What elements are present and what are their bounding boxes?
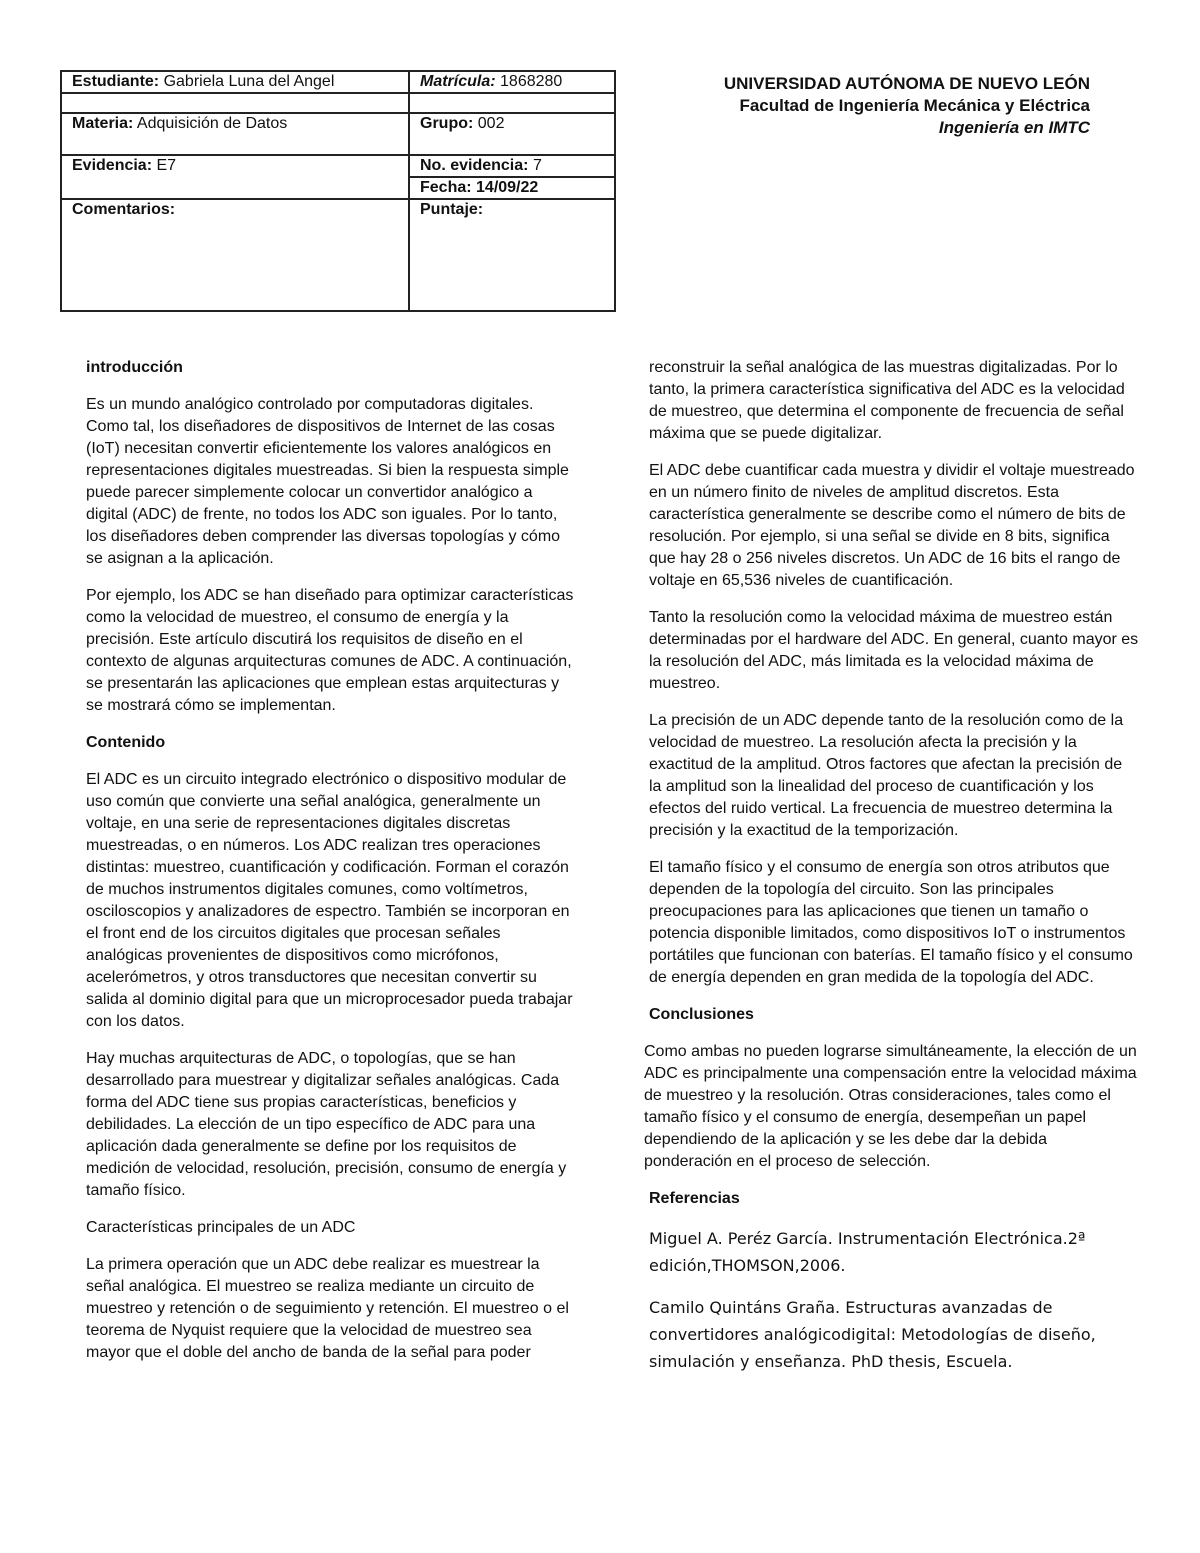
matricula-cell [409,71,615,93]
empty-cell [61,93,409,113]
reference-item: Camilo Quintáns Graña. Estructuras avanzadas de convertidores analógicodigital: Metodologías de diseño, simulación y enseñanza. PhD thesis, Escuela. [649,1298,1096,1371]
left-column [86,357,576,1379]
matricula-label: Matrícula: [420,73,496,90]
empty-cell [409,93,615,113]
faculty-name: Facultad de Ingeniería Mecánica y Eléctrica [739,96,1090,115]
evidencia-value: E7 [156,157,177,174]
career-name: Ingeniería en IMTC [938,118,1090,137]
university-heading [724,73,1090,139]
paragraph: La precisión de un ADC depende tanto de la resolución como de la velocidad de muestreo. La resolución afecta la precisión y la exactitud de la amplitud. Otros factores que afectan la precisión de la amplitud son la linealidad del proceso de cuantificación y los efectos del ruido vertical. La frecuencia de muestreo determina la precisión y la exactitud de la temporización. [649,712,1124,839]
estudiante-value: Gabriela Luna del Angel [163,73,335,90]
materia-label: Materia: [72,115,134,132]
estudiante-cell [61,71,409,93]
contenido-heading: Contenido [86,734,166,751]
fecha-cell: Fecha: 14/09/22 [409,177,615,199]
paragraph: El ADC debe cuantificar cada muestra y dividir el voltaje muestreado en un número finito de niveles de amplitud discretos. Esta característica generalmente se describe como el número de bits de resolución. Por ejemplo, si una señal se divide en 8 bits, significa que hay 28 o 256 niveles discretos. Un ADC de 16 bits el rango de voltaje en 65,536 niveles de cuantificación. [649,462,1135,589]
paragraph: Tanto la resolución como la velocidad máxima de muestreo están determinadas por el hardware del ADC. En general, cuanto mayor es la resolución del ADC, más limitada es la velocidad máxima de muestreo. [649,609,1139,692]
conclusiones-heading: Conclusiones [649,1006,754,1023]
reference-item: Miguel A. Peréz García. Instrumentación Electrónica.2ª edición,THOMSON,2006. [649,1229,1086,1275]
university-name: UNIVERSIDAD AUTÓNOMA DE NUEVO LEÓN [723,74,1090,93]
no-evidencia-value: 7 [532,157,542,174]
grupo-cell [409,113,615,155]
comentarios-cell: Comentarios: [61,199,409,311]
referencias-heading: Referencias [649,1190,740,1207]
paragraph: Como ambas no pueden lograrse simultáneamente, la elección de un ADC es principalmente una compensación entre la velocidad máxima de muestreo y la resolución. Otras consideraciones, tales como el tamaño físico y el consumo de energía, desempeñan un papel dependiendo de la aplicación y se les debe dar la debida ponderación en el proceso de selección. [644,1043,1137,1170]
estudiante-label: Estudiante: [72,73,160,90]
grupo-label: Grupo: [420,115,474,132]
puntaje-cell: Puntaje: [409,199,615,311]
materia-value: Adquisición de Datos [136,115,288,132]
no-evidencia-label: No. evidencia: [420,157,529,174]
paragraph: Hay muchas arquitecturas de ADC, o topologías, que se han desarrollado para muestrear y digitalizar señales analógicas. Cada forma del ADC tiene sus propias características, beneficios y debilidades. La elección de un tipo específico de ADC para una aplicación dada generalmente se define por los requisitos de medición de velocidad, resolución, precisión, consumo de energía y tamaño físico. [86,1050,567,1199]
paragraph: El tamaño físico y el consumo de energía son otros atributos que dependen de la topología del circuito. Son las principales preocupaciones para las aplicaciones que tienen un tamaño o potencia disponible limitados, como dispositivos IoT o instrumentos portátiles que funcionan con baterías. El tamaño físico y el consumo de energía dependen en gran medida de la topología del ADC. [649,859,1133,986]
paragraph: Es un mundo analógico controlado por computadoras digitales. Como tal, los diseñadores de dispositivos de Internet de las cosas (IoT) necesitan convertir eficientemente los valores analógicos en representaciones digitales muestreadas. Si bien la respuesta simple puede parecer simplemente colocar un convertidor analógico a digital (ADC) de frente, no todos los ADC son iguales. Por lo tanto, los diseñadores deben comprender las diversas topologías y cómo se asignan a la aplicación. [86,396,569,567]
evidencia-cell [61,155,409,199]
evaluation-header-table [60,70,616,312]
grupo-value: 002 [477,115,505,132]
matricula-value: 1868280 [500,73,563,90]
materia-cell [61,113,409,155]
paragraph: reconstruir la señal analógica de las muestras digitalizadas. Por lo tanto, la primera característica significativa del ADC es la velocidad de muestreo, que determina el componente de frecuencia de señal máxima que se puede digitalizar. [649,359,1125,442]
paragraph: Características principales de un ADC [86,1219,356,1236]
no-evidencia-cell [409,155,615,177]
evidencia-label: Evidencia: [72,157,153,174]
paragraph: La primera operación que un ADC debe realizar es muestrear la señal analógica. El muestreo se realiza mediante un circuito de muestreo y retención o de seguimiento y retención. El muestreo o el teorema de Nyquist requiere que la velocidad de muestreo sea mayor que el doble del ancho de banda de la señal para poder [86,1256,569,1361]
right-column [644,357,1139,1390]
intro-heading: introducción [86,359,183,376]
paragraph: Por ejemplo, los ADC se han diseñado para optimizar características como la velocidad de muestreo, el consumo de energía y la precisión. Este artículo discutirá los requisitos de diseño en el contexto de algunas arquitecturas comunes de ADC. A continuación, se presentarán las aplicaciones que emplean estas arquitecturas y se mostrará cómo se implementan. [86,587,574,714]
paragraph: El ADC es un circuito integrado electrónico o dispositivo modular de uso común que convierte una señal analógica, generalmente un voltaje, en una serie de representaciones digitales discretas muestreadas, o en números. Los ADC realizan tres operaciones distintas: muestreo, cuantificación y codificación. Forman el corazón de muchos instrumentos digitales comunes, como voltímetros, osciloscopios y analizadores de espectro. También se incorporan en el front end de los circuitos digitales que procesan señales analógicas provenientes de dispositivos como micrófonos, acelerómetros, y otros transductores que necesitan convertir su salida al dominio digital para que un microprocesador pueda trabajar con los datos. [86,771,573,1030]
